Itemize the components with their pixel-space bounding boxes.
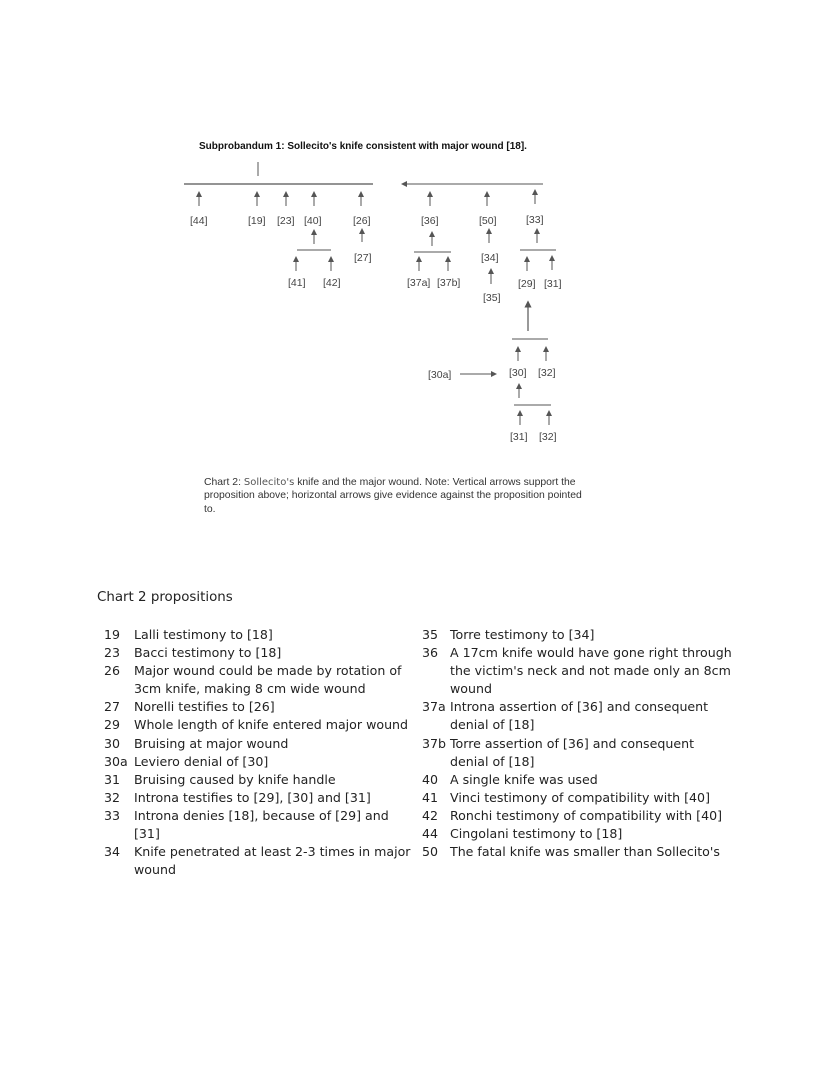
proposition-text: Ronchi testimony of compatibility with [40]: [450, 807, 723, 823]
caption-text: knife and the major wound. Note: Vertical arrows support the proposition above; horizontal arrows give evidence against the proposition pointed to.: [204, 477, 582, 515]
node-31-top: [31]: [544, 278, 562, 290]
node-26: [26]: [353, 215, 371, 227]
proposition-text: Bruising caused by knife handle: [134, 771, 336, 787]
propositions-left-column: [104, 626, 416, 879]
proposition-item: [104, 662, 416, 698]
proposition-item: [422, 807, 732, 825]
node-19: [19]: [248, 215, 266, 227]
proposition-item: [104, 807, 416, 843]
proposition-text: Major wound could be made by rotation of 3cm knife, making 8 cm wide wound: [134, 663, 402, 697]
node-30: [30]: [509, 367, 527, 379]
proposition-item: [104, 716, 416, 734]
node-42: [42]: [323, 277, 341, 289]
proposition-item: [422, 771, 732, 789]
proposition-number: 30: [104, 735, 121, 751]
proposition-number: 26: [104, 663, 121, 679]
proposition-item: [422, 626, 732, 644]
node-32-mid: [32]: [538, 367, 556, 379]
proposition-item: [422, 825, 732, 843]
proposition-text: Norelli testifies to [26]: [134, 699, 275, 715]
node-33: [33]: [526, 214, 544, 226]
proposition-number: 40: [422, 771, 439, 787]
node-23: [23]: [277, 215, 295, 227]
proposition-number: 32: [104, 789, 121, 805]
proposition-text: Knife penetrated at least 2-3 times in major wound: [134, 844, 411, 878]
proposition-text: Introna assertion of [36] and consequent denial of [18]: [450, 699, 709, 733]
proposition-text: Lalli testimony to [18]: [134, 627, 273, 642]
proposition-item: [104, 771, 416, 789]
node-34: [34]: [481, 252, 499, 264]
proposition-item: [104, 789, 416, 807]
propositions-right-column: [422, 626, 732, 861]
proposition-number: 34: [104, 844, 121, 860]
proposition-text: A single knife was used: [450, 771, 598, 787]
proposition-item: [422, 789, 732, 807]
proposition-text: The fatal knife was smaller than Sollecito's: [450, 844, 720, 860]
propositions-title: Chart 2 propositions: [97, 590, 233, 605]
proposition-item: [104, 843, 416, 879]
proposition-item: [104, 644, 416, 662]
proposition-text: Leviero denial of [30]: [134, 753, 269, 769]
node-37b: [37b]: [437, 277, 461, 289]
node-35: [35]: [483, 292, 501, 304]
proposition-text: Introna testifies to [29], [30] and [31]: [134, 789, 371, 805]
proposition-item: [104, 735, 416, 753]
proposition-number: 29: [104, 717, 121, 733]
proposition-number: 50: [422, 844, 439, 860]
proposition-item: [422, 644, 732, 698]
proposition-item: [104, 626, 416, 644]
chart-caption: [204, 476, 584, 516]
proposition-text: Bruising at major wound: [134, 735, 289, 751]
proposition-text: Cingolani testimony to [18]: [450, 826, 623, 842]
node-44: [44]: [190, 215, 208, 227]
proposition-text: Vinci testimony of compatibility with [40]: [450, 789, 710, 805]
node-37a: [37a]: [407, 277, 431, 289]
proposition-number: 30a: [104, 753, 128, 769]
node-41: [41]: [288, 277, 306, 289]
proposition-item: [422, 698, 732, 734]
node-40: [40]: [304, 215, 322, 227]
proposition-number: 44: [422, 826, 439, 842]
proposition-number: 31: [104, 771, 121, 787]
proposition-number: 33: [104, 807, 121, 823]
node-30a: [30a]: [428, 369, 452, 381]
proposition-text: Introna denies [18], because of [29] and [31]: [134, 807, 389, 842]
proposition-text: A 17cm knife would have gone right through the victim's neck and not made only an 8cm wound: [450, 645, 732, 697]
node-29: [29]: [518, 278, 536, 290]
proposition-text: Torre assertion of [36] and consequent denial of [18]: [450, 735, 695, 769]
proposition-number: 41: [422, 789, 439, 805]
proposition-number: 37a: [422, 699, 446, 715]
caption-prefix: Chart 2:: [204, 477, 244, 488]
proposition-item: [422, 735, 732, 771]
proposition-number: 42: [422, 807, 439, 823]
proposition-number: 27: [104, 699, 121, 715]
proposition-number: 37b: [422, 735, 447, 751]
chart-title: Subprobandum 1: Sollecito's knife consistent with major wound [18].: [199, 141, 527, 152]
proposition-number: 19: [104, 627, 121, 642]
node-50: [50]: [479, 215, 497, 227]
proposition-number: 35: [422, 627, 439, 642]
proposition-item: [104, 753, 416, 771]
proposition-text: Torre testimony to [34]: [450, 627, 595, 642]
proposition-number: 36: [422, 645, 439, 661]
proposition-item: [422, 843, 732, 861]
proposition-number: 23: [104, 645, 121, 661]
node-31-bottom: [31]: [510, 431, 528, 443]
node-32-bottom: [32]: [539, 431, 557, 443]
proposition-item: [104, 698, 416, 716]
node-27: [27]: [354, 252, 372, 264]
caption-name: Sollecito's: [243, 477, 295, 488]
node-36: [36]: [421, 215, 439, 227]
proposition-text: Bacci testimony to [18]: [134, 645, 282, 661]
proposition-text: Whole length of knife entered major wound: [134, 717, 409, 733]
